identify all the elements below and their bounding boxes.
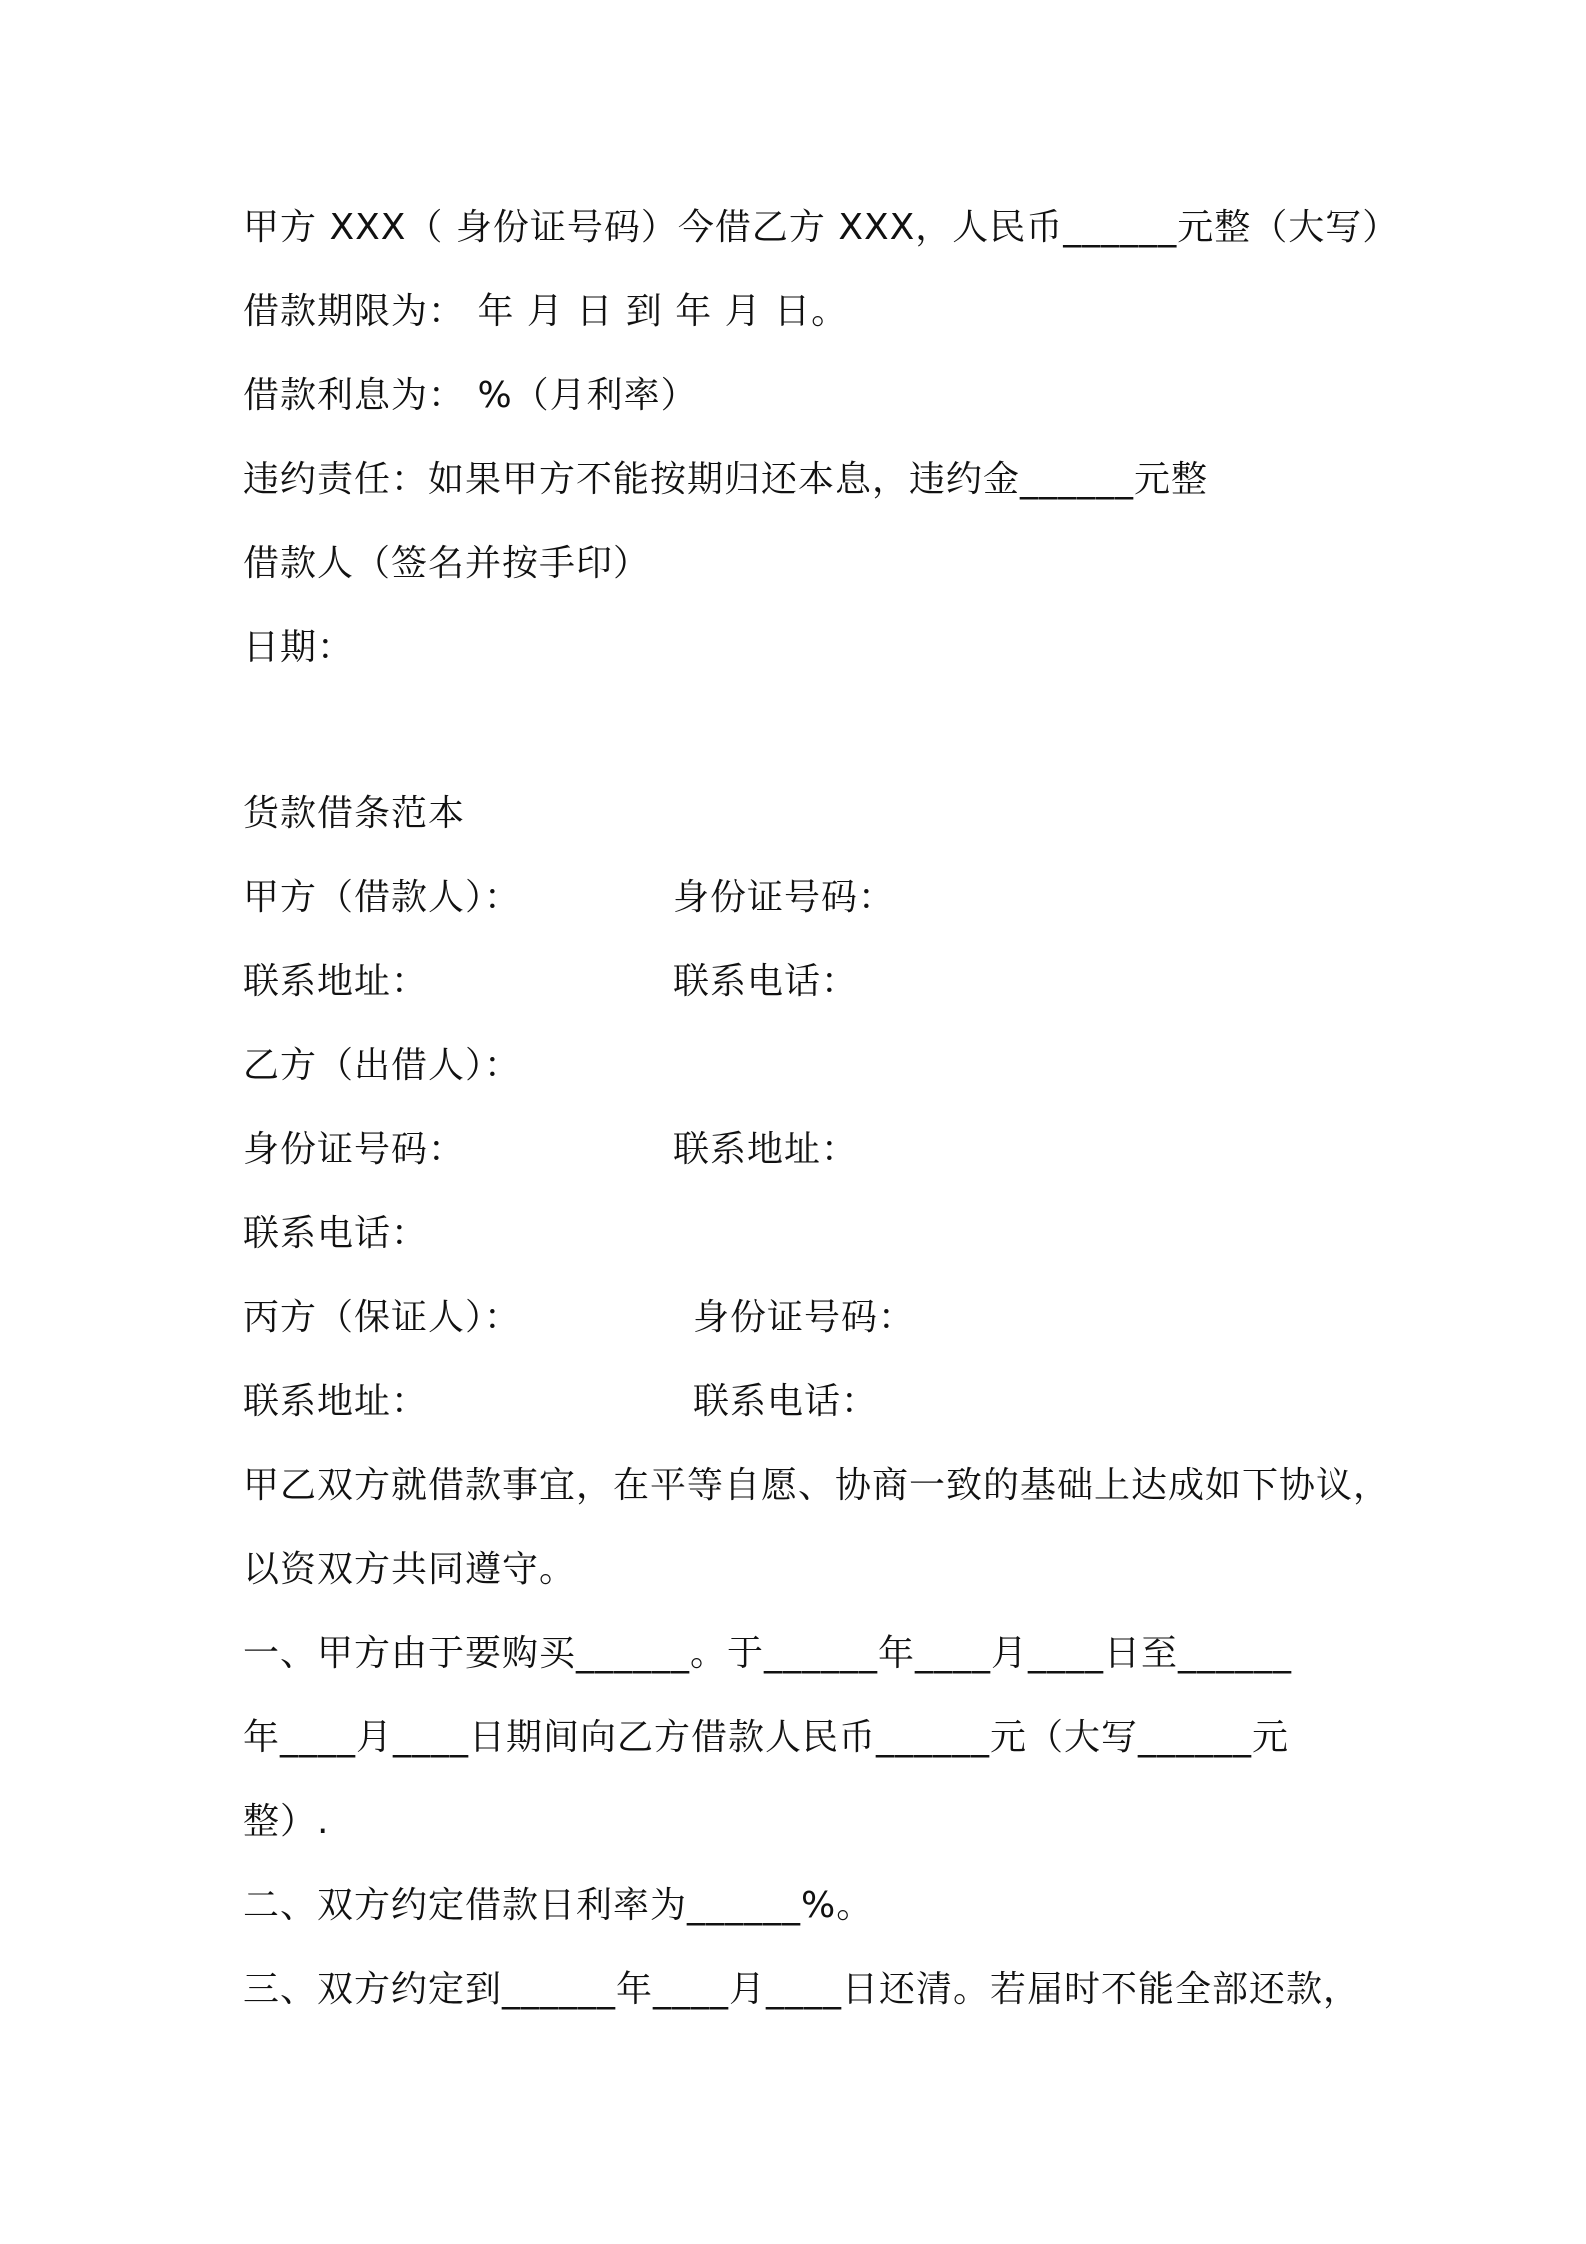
party-a-phone-label: 联系电话： [673, 961, 859, 1002]
iou-line-date: 日期： [243, 627, 355, 668]
party-b-id-label: 身份证号码： [243, 1129, 466, 1170]
clause-1-line-1: 一、甲方由于要购买______。于______年____月____日至______ [243, 1633, 1293, 1674]
clause-1-line-3: 整）. [243, 1801, 330, 1842]
iou-line-interest: 借款利息为： %（月利率） [243, 375, 698, 416]
template-title: 货款借条范本 [243, 793, 466, 834]
iou-line-signature: 借款人（签名并按手印） [243, 543, 651, 584]
agreement-line-2: 以资双方共同遵守。 [243, 1549, 577, 1590]
party-c-label: 丙方（保证人）： [243, 1297, 522, 1338]
clause-3: 三、双方约定到______年____月____日还清。若届时不能全部还款， [243, 1969, 1361, 2010]
iou-line-borrower: 甲方 XXX（ 身份证号码）今借乙方 XXX，人民币______元整（大写） [243, 207, 1400, 248]
party-b-phone-label: 联系电话： [243, 1213, 429, 1254]
party-b-label: 乙方（出借人）： [243, 1045, 522, 1086]
iou-line-term: 借款期限为： 年 月 日 到 年 月 日。 [243, 291, 849, 332]
clause-2: 二、双方约定借款日利率为______%。 [243, 1885, 874, 1926]
party-a-label: 甲方（借款人）： [243, 877, 522, 918]
party-b-address-label: 联系地址： [673, 1129, 859, 1170]
party-c-phone-label: 联系电话： [693, 1381, 879, 1422]
party-a-address-label: 联系地址： [243, 961, 429, 1002]
party-c-id-label: 身份证号码： [693, 1297, 916, 1338]
party-c-address-label: 联系地址： [243, 1381, 429, 1422]
iou-line-penalty: 违约责任：如果甲方不能按期归还本息，违约金______元整 [243, 459, 1209, 500]
clause-1-line-2: 年____月____日期间向乙方借款人民币______元（大写______元 [243, 1717, 1290, 1758]
agreement-line-1: 甲乙双方就借款事宜，在平等自愿、协商一致的基础上达成如下协议， [243, 1465, 1391, 1506]
party-a-id-label: 身份证号码： [673, 877, 896, 918]
